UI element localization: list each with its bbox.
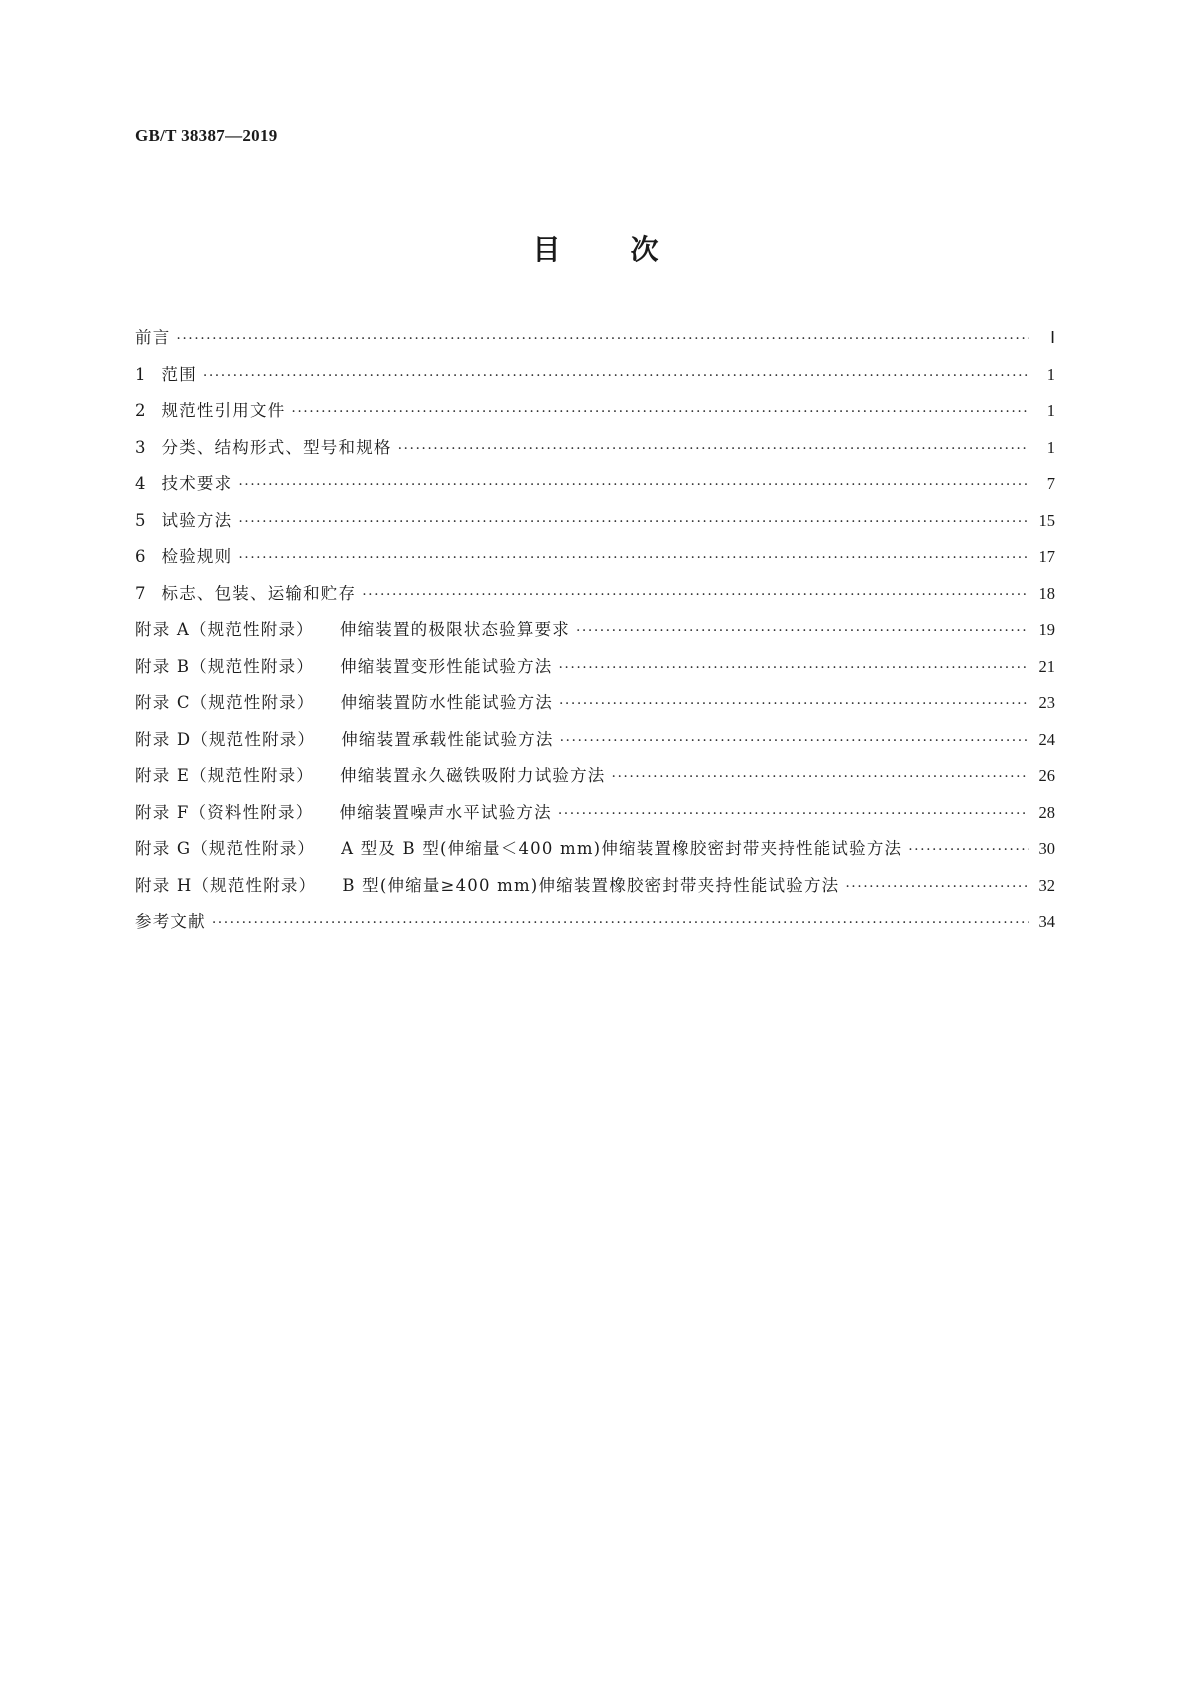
toc-label: 前言 xyxy=(135,328,171,347)
toc-entry-annex-h[interactable] xyxy=(135,872,1055,909)
toc-label: 范围 xyxy=(161,364,197,384)
toc-annex-type: 附录 G（规范性附录） xyxy=(135,839,316,858)
toc-annex-type: 附录 H（规范性附录） xyxy=(135,875,317,895)
toc-page-number: 18 xyxy=(1038,583,1055,603)
toc-entry-5[interactable] xyxy=(135,507,1055,544)
toc-leader-dots xyxy=(291,404,1029,420)
toc-number: 7 xyxy=(135,583,146,603)
toc-leader-dots xyxy=(612,769,1030,785)
toc-annex-type: 附录 C（规范性附录） xyxy=(135,693,315,712)
toc-annex-type: 附录 B（规范性附录） xyxy=(135,656,315,676)
toc-leader-dots xyxy=(176,331,1029,347)
toc-page-number: 7 xyxy=(1046,474,1055,493)
toc-label: 伸缩装置的极限状态验算要求 xyxy=(339,620,570,639)
toc-page-number: 28 xyxy=(1038,802,1055,822)
toc-label: B 型(伸缩量≥400 mm)伸缩装置橡胶密封带夹持性能试验方法 xyxy=(342,875,840,895)
toc-number: 1 xyxy=(135,364,146,384)
toc-entry-7[interactable] xyxy=(135,580,1055,617)
toc-entry-annex-f[interactable] xyxy=(135,799,1055,836)
toc-leader-dots xyxy=(362,587,1029,603)
toc-leader-dots xyxy=(908,842,1029,858)
toc-leader-dots xyxy=(558,806,1029,822)
toc-label: A 型及 B 型(伸缩量＜400 mm)伸缩装置橡胶密封带夹持性能试验方法 xyxy=(341,839,903,858)
toc-label: 标志、包装、运输和贮存 xyxy=(161,583,357,603)
toc-label: 试验方法 xyxy=(161,510,233,530)
toc-entry-references[interactable] xyxy=(135,908,1055,945)
toc-number: 4 xyxy=(135,474,146,493)
toc-entry-annex-b[interactable] xyxy=(135,653,1055,690)
toc-leader-dots xyxy=(576,623,1029,639)
toc-page-number: Ⅰ xyxy=(1050,328,1055,347)
toc-entry-2[interactable] xyxy=(135,397,1055,434)
toc-label: 参考文献 xyxy=(135,912,206,931)
toc-page-number: 19 xyxy=(1038,620,1055,639)
toc-entry-1[interactable] xyxy=(135,361,1055,398)
toc-label: 技术要求 xyxy=(161,474,233,493)
toc-label: 伸缩装置变形性能试验方法 xyxy=(340,656,553,676)
toc-page-number: 26 xyxy=(1038,766,1055,785)
toc-entry-annex-e[interactable] xyxy=(135,762,1055,799)
toc-leader-dots xyxy=(559,696,1029,712)
toc-leader-dots xyxy=(560,733,1029,749)
toc-number: 3 xyxy=(135,437,146,457)
toc-page-number: 15 xyxy=(1038,510,1055,530)
toc-page-number: 24 xyxy=(1038,729,1055,749)
toc-leader-dots xyxy=(398,441,1029,457)
toc-entry-annex-a[interactable] xyxy=(135,616,1055,653)
page-title xyxy=(0,228,1191,268)
toc-annex-type: 附录 E（规范性附录） xyxy=(135,766,314,785)
toc-label: 伸缩装置防水性能试验方法 xyxy=(340,693,553,712)
toc-leader-dots xyxy=(238,550,1029,566)
toc-leader-dots xyxy=(203,368,1029,384)
toc-entry-annex-d[interactable] xyxy=(135,726,1055,763)
toc-entry-annex-c[interactable] xyxy=(135,689,1055,726)
toc-leader-dots xyxy=(845,879,1029,895)
toc-annex-type: 附录 A（规范性附录） xyxy=(135,620,314,639)
toc-leader-dots xyxy=(212,915,1029,931)
toc-page-number: 32 xyxy=(1038,875,1055,895)
toc-label: 分类、结构形式、型号和规格 xyxy=(161,437,392,457)
toc-page-number: 1 xyxy=(1046,437,1055,457)
toc-entry-foreword[interactable] xyxy=(135,324,1055,361)
toc-page-number: 21 xyxy=(1038,656,1055,676)
toc-leader-dots xyxy=(238,514,1029,530)
toc-label: 检验规则 xyxy=(161,547,233,566)
toc-label: 规范性引用文件 xyxy=(161,401,286,420)
toc-label: 伸缩装置承载性能试验方法 xyxy=(341,729,554,749)
toc-entry-3[interactable] xyxy=(135,434,1055,471)
toc-number: 6 xyxy=(135,547,146,566)
toc-page-number: 23 xyxy=(1038,693,1055,712)
toc-leader-dots xyxy=(238,477,1029,493)
toc-entry-4[interactable] xyxy=(135,470,1055,507)
toc-leader-dots xyxy=(558,660,1029,676)
toc-number: 2 xyxy=(135,401,146,420)
toc-page-number: 30 xyxy=(1038,839,1055,858)
page-title-char-2: 次 xyxy=(630,233,659,266)
toc-page-number: 1 xyxy=(1046,364,1055,384)
table-of-contents xyxy=(135,324,1055,945)
standard-code: GB/T 38387—2019 xyxy=(135,126,278,145)
page-title-char-1: 目 xyxy=(532,233,561,266)
toc-page-number: 17 xyxy=(1038,547,1055,566)
toc-page-number: 34 xyxy=(1038,912,1055,931)
toc-entry-annex-g[interactable] xyxy=(135,835,1055,872)
toc-number: 5 xyxy=(135,510,146,530)
toc-page-number: 1 xyxy=(1046,401,1055,420)
toc-label: 伸缩装置永久磁铁吸附力试验方法 xyxy=(340,766,606,785)
toc-label: 伸缩装置噪声水平试验方法 xyxy=(339,802,552,822)
toc-entry-6[interactable] xyxy=(135,543,1055,580)
toc-annex-type: 附录 D（规范性附录） xyxy=(135,729,316,749)
toc-annex-type: 附录 F（资料性附录） xyxy=(135,802,314,822)
